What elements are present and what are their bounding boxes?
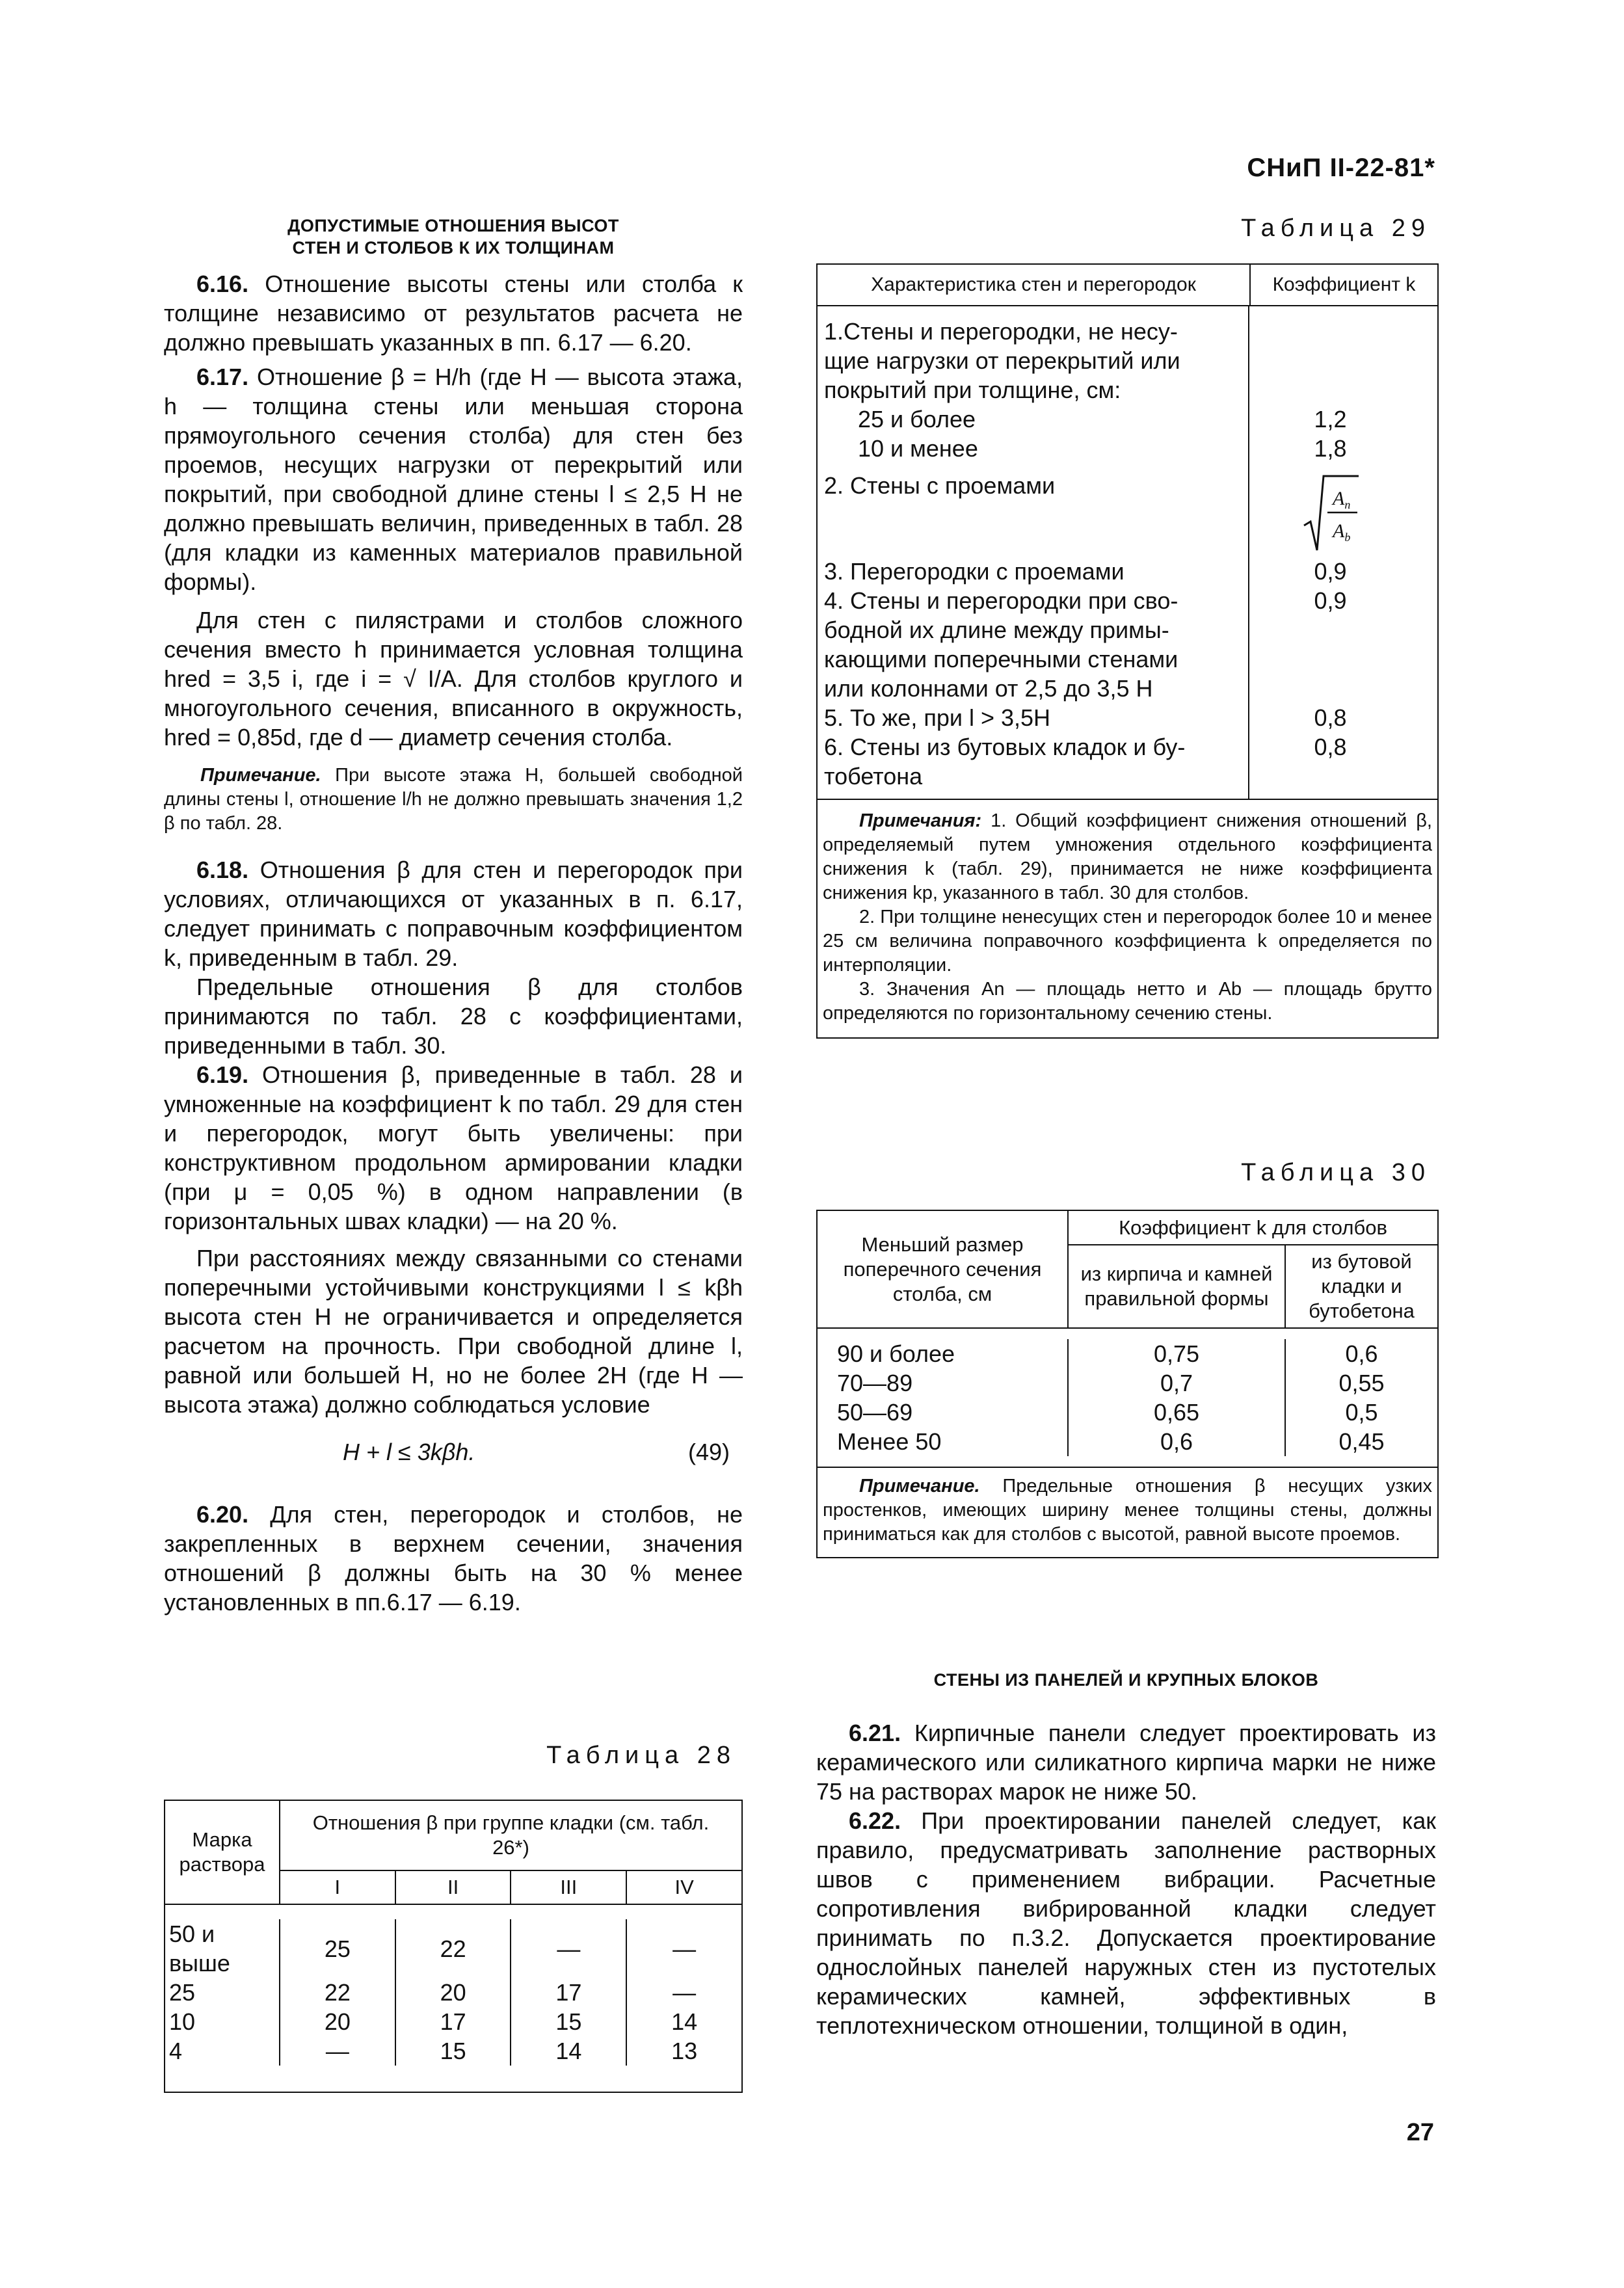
table-28-group-III: III bbox=[511, 1870, 626, 1904]
note-6-17: Примечание. При высоте этажа H, большей свободной длины стены l, отношение l/h не должно превышать значения 1,2 β по табл. 28. bbox=[164, 765, 743, 834]
sqrt-an-ab-formula bbox=[1249, 471, 1437, 557]
left-column bbox=[164, 215, 743, 1617]
right-column-lower bbox=[816, 1669, 1436, 2040]
table-row: 25 22 20 17 — bbox=[165, 1978, 742, 2007]
table-30-sub-brick: из кирпича и камней правильной формы bbox=[1068, 1245, 1285, 1328]
table-29-characteristics: 1.Стены и перегородки, не несу- щие нагрузки от перекрытий или покрытий при толщине, см: 25 и более 10 и менее 2. Стены с проемами 3. Перегородки с проемами 4. Стены и перегородки при сво- бодной их длине между примы- кающими поперечными стенами или колоннами от 2,5 до 3,5 H 5. То же, при l > 3,5H 6. Стены из бутовых кладок и бу- тобетона bbox=[818, 306, 1249, 799]
table-row: 50 и выше 25 22 — — bbox=[165, 1919, 742, 1978]
table-29-header-characteristic: Характеристика стен и перегородок bbox=[818, 265, 1251, 305]
denominator-ab: $A_b$ bbox=[1332, 520, 1350, 544]
table-28 bbox=[164, 1800, 743, 2093]
table-row: 4 — 15 14 13 bbox=[165, 2036, 742, 2066]
table-30-header-size: Меньший размер поперечного сечения столба, см bbox=[818, 1211, 1068, 1328]
table-28-group-I: I bbox=[280, 1870, 395, 1904]
table-29-notes: Примечания: 1. Общий коэффициент снижения отношений β, определяемый путем умножения отдельного коэффициента снижения k (табл. 29), принимается не ниже коэффициента снижения kp, указанного в табл. 30 для столбов. 2. При толщине ненесущих стен и перегородок более 10 и менее 25 см величина поправочного коэффициента k определяется по интерполяции. 3. Значения An — площадь нетто и Ab — площадь брутто определяются по горизонтальному сечению стены. bbox=[818, 799, 1437, 1037]
table-29 bbox=[816, 263, 1439, 1039]
paragraph-6-19: 6.19. Отношения β, приведенные в табл. 28 и умноженные на коэффициент k по табл. 29 для стен и перегородок, могут быть увеличены: при конструктивном продольном армировании кладки (при μ = 0,05 %) в одном направлении (в горизонтальных швах кладки) — на 20 %. bbox=[164, 1061, 743, 1234]
table-29-header-coefficient: Коэффициент k bbox=[1272, 274, 1416, 295]
paragraph-6-22: 6.22. При проектировании панелей следует, как правило, предусматривать заполнение растворных швов с применением вибрации. Расчетные сопротивления вибрированной кладки следует принимать по п.3.2. Допускается проектирование однослойных панелей наружных стен из пустотелых керамических камней, эффективных в теплотехническом отношении, толщиной в один, bbox=[816, 1807, 1436, 2039]
page-number: 27 bbox=[1406, 2119, 1434, 2146]
table-row: 10 20 17 15 14 bbox=[165, 2007, 742, 2036]
paragraph-6-20: 6.20. Для стен, перегородок и столбов, не закрепленных в верхнем сечении, значения отношений β должны быть на 30 % менее установленных в пп.6.17 — 6.19. bbox=[164, 1501, 743, 1616]
paragraph-6-18-b: Предельные отношения β для столбов принимаются по табл. 28 с коэффициентами, приведенными в табл. 30. bbox=[164, 974, 743, 1059]
section-title-panels: СТЕНЫ ИЗ ПАНЕЛЕЙ И КРУПНЫХ БЛОКОВ bbox=[933, 1670, 1319, 1690]
section-title-heights: ДОПУСТИМЫЕ ОТНОШЕНИЯ ВЫСОТ СТЕН И СТОЛБОВ К ИХ ТОЛЩИНАМ bbox=[287, 216, 619, 258]
table-row: Менее 50 0,6 0,45 bbox=[818, 1427, 1437, 1456]
table-30-caption: Таблица 30 bbox=[1241, 1159, 1431, 1186]
table-30-sub-rubble: из бутовой кладки и бутобетона bbox=[1285, 1245, 1437, 1328]
document-code: СНиП II-22-81* bbox=[1247, 153, 1435, 182]
table-28-caption: Таблица 28 bbox=[546, 1742, 736, 1769]
table-29-coefficients: 1,2 1,8 $A_n$ $A_b$ 0,9 0,9 0,8 0,8 bbox=[1249, 306, 1437, 799]
table-29-caption: Таблица 29 bbox=[1241, 215, 1431, 242]
numerator-an: $A_n$ bbox=[1332, 488, 1350, 511]
table-row: 50—69 0,65 0,5 bbox=[818, 1398, 1437, 1427]
table-28-header-mark: Марка раствора bbox=[165, 1800, 280, 1904]
formula-49: H + l ≤ 3kβh. (49) bbox=[343, 1439, 730, 1465]
paragraph-6-19-b: При расстояниях между связанными со стенами поперечными устойчивыми конструкциями l ≤ kβh высота стен H не ограничивается и определяется расчетом на прочность. При свободной длине l, равной или большей H, но не более 2H (где H — высота этажа) должно соблюдаться условие bbox=[164, 1245, 743, 1418]
paragraph-6-18: 6.18. Отношения β для стен и перегородок при условиях, отличающихся от указанных в п. 6.17, следует принимать с поправочным коэффициентом k, приведенным в табл. 29. bbox=[164, 857, 743, 971]
table-30-header-group: Коэффициент k для столбов bbox=[1068, 1211, 1437, 1245]
table-row: 90 и более 0,75 0,6 bbox=[818, 1339, 1437, 1368]
table-29-header bbox=[818, 265, 1437, 306]
table-30 bbox=[816, 1210, 1439, 1558]
table-30-notes: Примечание. Предельные отношения β несущих узких простенков, имеющих ширину менее толщины стены, должны приниматься как для столбов с высотой, равной высоте проемов. bbox=[818, 1467, 1437, 1557]
table-28-group-II: II bbox=[395, 1870, 511, 1904]
paragraph-6-17-b: Для стен с пилястрами и столбов сложного сечения вместо h принимается условная толщина hred = 3,5 i, где i = √ I/A. Для столбов круглого и многоугольного сечения, вписанного в окружность, hred = 0,85d, где d — диаметр сечения столба. bbox=[164, 607, 743, 751]
table-28-group-IV: IV bbox=[626, 1870, 742, 1904]
paragraph-6-21: 6.21. Кирпичные панели следует проектировать из керамического или силикатного кирпича марки не ниже 75 на растворах марок не ниже 50. bbox=[816, 1720, 1436, 1805]
table-row: 70—89 0,7 0,55 bbox=[818, 1368, 1437, 1398]
paragraph-6-16: 6.16. Отношение высоты стены или столба к толщине независимо от результатов расчета не должно превышать указанных в пп. 6.17 — 6.20. bbox=[164, 271, 743, 356]
paragraph-6-17: 6.17. Отношение β = H/h (где H — высота этажа, h — толщина стены или меньшая сторона прямоугольного сечения столба) для стен без проемов, несущих нагрузки от перекрытий или покрытий, при свободной длине стены l ≤ 2,5 H не должно превышать величин, приведенных в табл. 28 (для кладки из каменных материалов правильной формы). bbox=[164, 364, 743, 595]
table-28-header-group: Отношения β при группе кладки (см. табл. 26*) bbox=[280, 1800, 742, 1870]
